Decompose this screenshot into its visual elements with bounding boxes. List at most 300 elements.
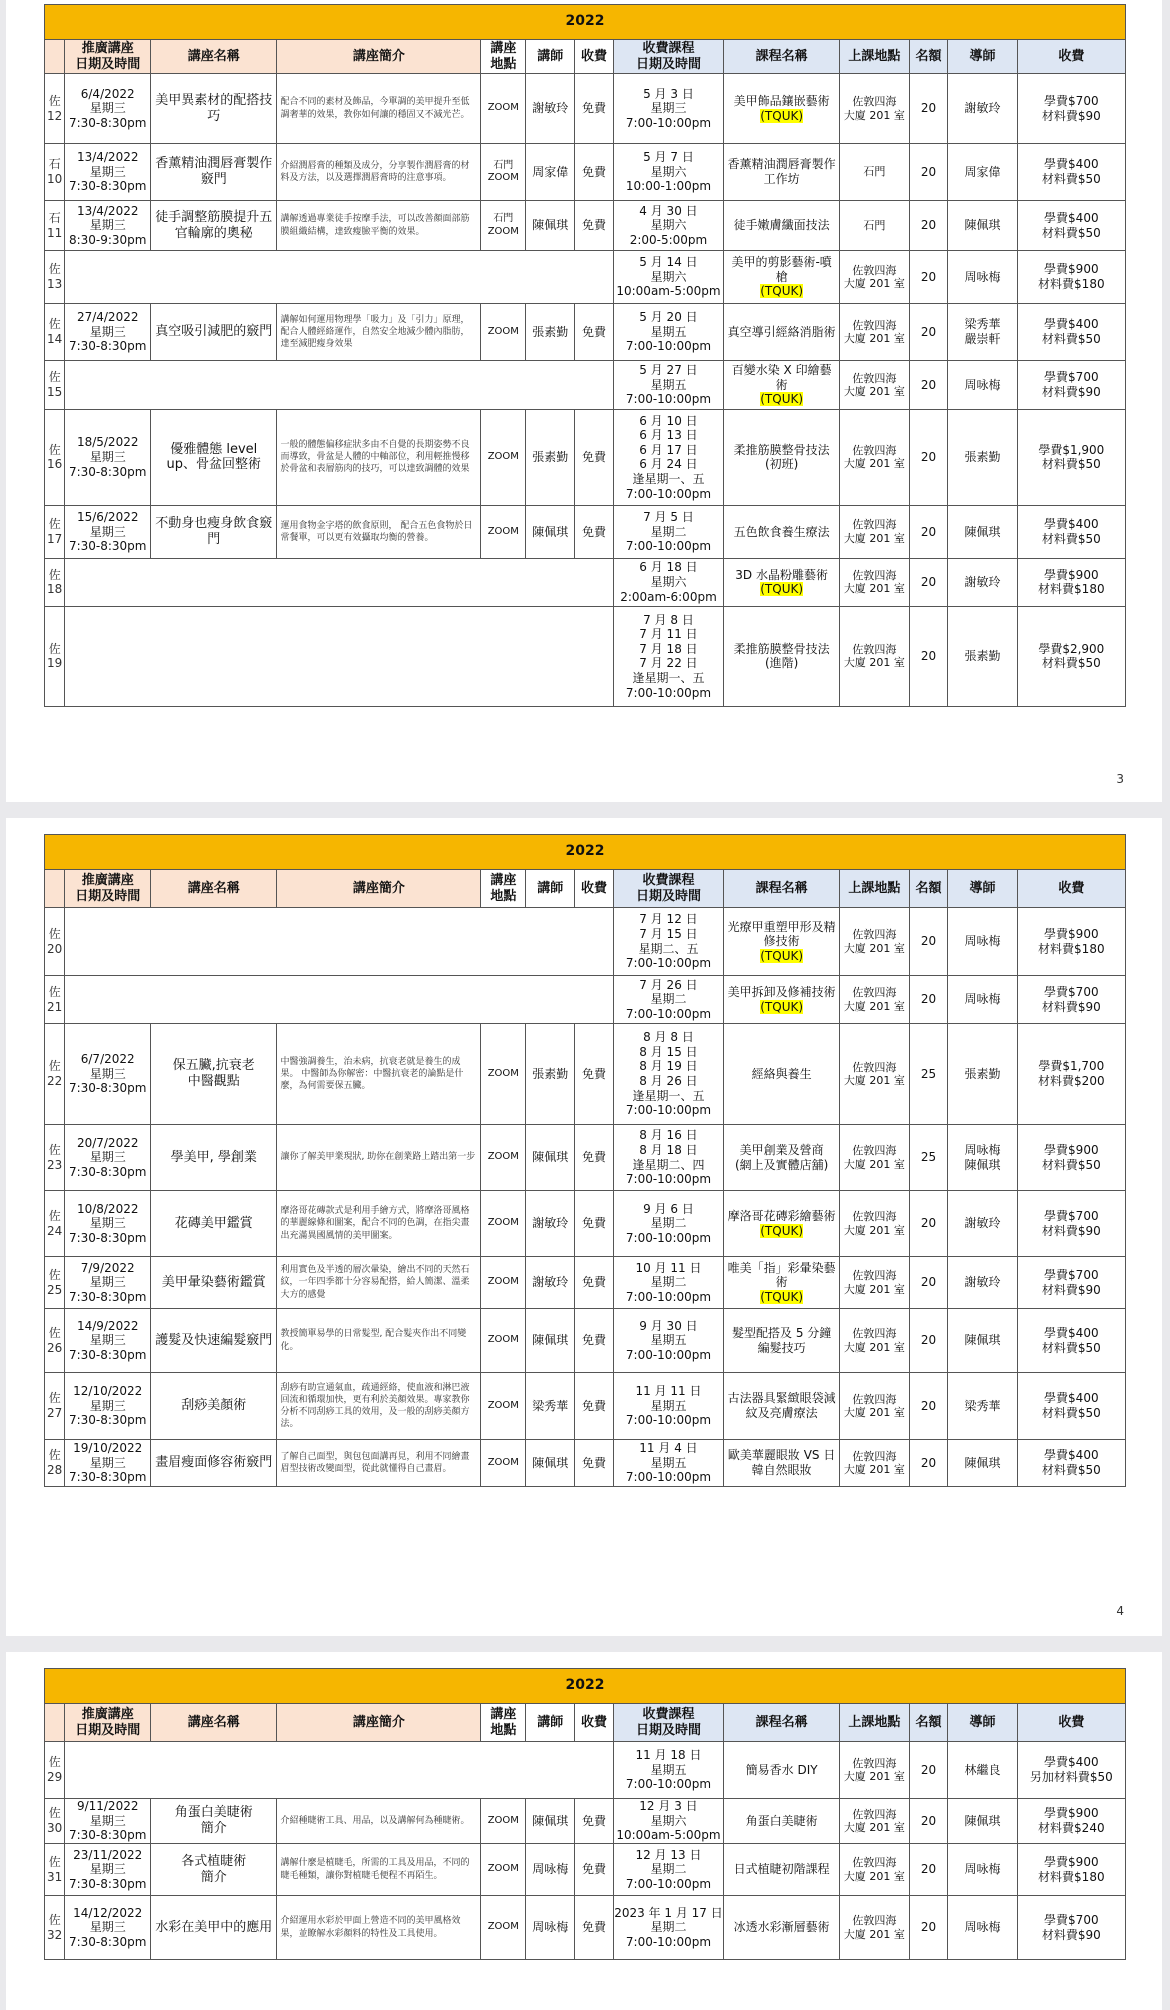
talk-intro: 介紹運用水彩於甲面上營造不同的美甲風格效果，並瞭解水彩顏料的特性及工具使用。 <box>277 1896 481 1960</box>
course-tutor: 周咏梅 <box>948 908 1017 976</box>
table-row <box>45 558 1126 606</box>
empty-talk-cell <box>65 558 614 606</box>
talk-intro: 了解自己面型，與包包面講再見，利用不同繪畫眉型技術改變面型，從此就懂得自己畫眉。 <box>277 1440 481 1487</box>
course-date: 5 月 27 日 星期五 7:00-10:00pm <box>613 361 723 410</box>
table-title-row <box>45 835 1126 870</box>
class-code: 佐 22 <box>45 1024 65 1125</box>
column-header: 講座名稱 <box>151 870 277 908</box>
course-quota: 20 <box>909 505 948 558</box>
column-header: 推廣講座 日期及時間 <box>65 870 151 908</box>
talk-name: 美甲暈染藝術鑑賞 <box>151 1257 277 1309</box>
course-name-text: 美甲的剪影藝術-噴槍 <box>731 255 832 284</box>
talk-date: 13/4/2022 星期三 8:30-9:30pm <box>65 201 151 251</box>
course-name <box>724 1125 840 1191</box>
talk-name: 保五臟,抗衰老 中醫觀點 <box>151 1024 277 1125</box>
talk-date: 14/9/2022 星期三 7:30-8:30pm <box>65 1309 151 1373</box>
course-quota: 25 <box>909 1125 948 1191</box>
course-date: 8 月 8 日 8 月 15 日 8 月 19 日 8 月 26 日 逢星期一、五 7:00-10:00pm <box>613 1024 723 1125</box>
talk-speaker: 陳佩琪 <box>526 1799 575 1844</box>
class-code: 佐 18 <box>45 558 65 606</box>
course-place: 佐敦四海 大廈 201 室 <box>840 361 909 410</box>
course-name <box>724 409 840 505</box>
course-quota: 20 <box>909 908 948 976</box>
table-header-row <box>45 870 1126 908</box>
table-row <box>45 74 1126 144</box>
table-row <box>45 1373 1126 1440</box>
talk-intro: 一般的體態偏移症狀多由不自覺的長期姿勢不良而導致，骨盆是人體的中軸部位，利用輕推慢移於骨盆和表層筋肉的技巧，可以達致調體的效果 <box>277 409 481 505</box>
course-quota: 20 <box>909 1309 948 1373</box>
document-page-5 <box>6 1652 1162 2010</box>
talk-date: 6/4/2022 星期三 7:30-8:30pm <box>65 74 151 144</box>
course-name-text: 歐美華麗眼妝 VS 日韓自然眼妝 <box>727 1448 836 1477</box>
course-name-text: 光療甲重塑甲形及精修技術 <box>727 919 836 949</box>
course-price: 學費$900 材料費$180 <box>1017 558 1125 606</box>
course-quota: 20 <box>909 144 948 201</box>
document-page-3 <box>6 0 1162 802</box>
talk-speaker: 陳佩琪 <box>526 1125 575 1191</box>
course-name <box>724 1896 840 1960</box>
course-name-text: 冰透水彩漸層藝術 <box>733 1920 830 1935</box>
table-row <box>45 1257 1126 1309</box>
course-place: 佐敦四海 大廈 201 室 <box>840 1844 909 1896</box>
talk-speaker: 陳佩琪 <box>526 201 575 251</box>
course-price: 學費$400 材料費$50 <box>1017 1309 1125 1373</box>
talk-venue: ZOOM <box>481 74 526 144</box>
talk-venue: ZOOM <box>481 1125 526 1191</box>
talk-intro: 摩洛哥花磚款式是利用手繪方式，將摩洛哥風格的華麗線條和圖案，配合不同的色調，在指尖畫出充滿異國風情的美甲圖案。 <box>277 1191 481 1257</box>
column-header: 收費 <box>575 870 614 908</box>
course-tutor: 周咏梅 <box>948 251 1017 304</box>
talk-speaker: 張素勤 <box>526 304 575 361</box>
course-date: 11 月 18 日 星期五 7:00-10:00pm <box>613 1742 723 1799</box>
class-code: 佐 30 <box>45 1799 65 1844</box>
course-place: 佐敦四海 大廈 201 室 <box>840 1024 909 1125</box>
talk-date: 6/7/2022 星期三 7:30-8:30pm <box>65 1024 151 1125</box>
course-tutor: 周家偉 <box>948 144 1017 201</box>
empty-talk-cell <box>65 1742 614 1799</box>
course-name-text: 經絡與養生 <box>751 1066 812 1081</box>
talk-name: 水彩在美甲中的應用 <box>151 1896 277 1960</box>
course-tutor: 周咏梅 陳佩琪 <box>948 1125 1017 1191</box>
course-name-text: 美甲創業及營商 (網上及實體店舖) <box>734 1142 829 1172</box>
course-tutor: 謝敏玲 <box>948 1191 1017 1257</box>
course-price: 學費$700 材料費$90 <box>1017 976 1125 1024</box>
course-price: 學費$900 材料費$180 <box>1017 908 1125 976</box>
column-header: 收費課程 日期及時間 <box>613 1704 723 1742</box>
course-price: 學費$700 材料費$90 <box>1017 74 1125 144</box>
table-row <box>45 304 1126 361</box>
talk-intro: 教授簡單易學的日常髮型, 配合髮夾作出不同變化。 <box>277 1309 481 1373</box>
talk-venue: ZOOM <box>481 1440 526 1487</box>
course-date: 7 月 12 日 7 月 15 日 星期二、五 7:00-10:00pm <box>613 908 723 976</box>
course-date: 7 月 26 日 星期二 7:00-10:00pm <box>613 976 723 1024</box>
talk-date: 13/4/2022 星期三 7:30-8:30pm <box>65 144 151 201</box>
talk-venue: ZOOM <box>481 1191 526 1257</box>
course-name-text: 3D 水晶粉雕藝術 <box>735 567 828 582</box>
course-price: 學費$400 材料費$50 <box>1017 201 1125 251</box>
course-name <box>724 1257 840 1309</box>
table-year-title: 2022 <box>45 835 1126 870</box>
course-name <box>724 505 840 558</box>
talk-venue: ZOOM <box>481 1896 526 1960</box>
course-date: 12 月 13 日 星期二 7:00-10:00pm <box>613 1844 723 1896</box>
table-row <box>45 1896 1126 1960</box>
column-header: 講師 <box>526 870 575 908</box>
talk-fee: 免費 <box>575 74 614 144</box>
column-header: 講座 地點 <box>481 870 526 908</box>
talk-venue: ZOOM <box>481 1373 526 1440</box>
talk-name: 護髮及快速編髮竅門 <box>151 1309 277 1373</box>
class-code: 佐 14 <box>45 304 65 361</box>
talk-speaker: 陳佩琪 <box>526 1440 575 1487</box>
course-name-text: 古法器具緊緻眼袋減紋及亮膚療法 <box>727 1391 836 1420</box>
course-name <box>724 1844 840 1896</box>
course-quota: 20 <box>909 304 948 361</box>
talk-fee: 免費 <box>575 201 614 251</box>
column-header: 導師 <box>948 870 1017 908</box>
course-tutor: 謝敏玲 <box>948 558 1017 606</box>
table-title-row <box>45 1669 1126 1704</box>
talk-name: 畫眉瘦面修容術竅門 <box>151 1440 277 1487</box>
column-header: 講座名稱 <box>151 1704 277 1742</box>
course-date: 12 月 3 日 星期六 10:00am-5:00pm <box>613 1799 723 1844</box>
column-header: 上課地點 <box>840 870 909 908</box>
course-date: 10 月 11 日 星期二 7:00-10:00pm <box>613 1257 723 1309</box>
column-header: 收費課程 日期及時間 <box>613 40 723 74</box>
talk-fee: 免費 <box>575 1440 614 1487</box>
talk-speaker: 周家偉 <box>526 144 575 201</box>
table-year-title: 2022 <box>45 5 1126 40</box>
talk-fee: 免費 <box>575 1024 614 1125</box>
schedule-table-page-5 <box>44 1668 1126 1960</box>
column-header: 講師 <box>526 1704 575 1742</box>
course-name-text: 摩洛哥花磚彩繪藝術 <box>727 1208 836 1223</box>
talk-fee: 免費 <box>575 1373 614 1440</box>
column-header: 講座 地點 <box>481 1704 526 1742</box>
course-name <box>724 1799 840 1844</box>
table-row <box>45 1844 1126 1896</box>
course-place: 佐敦四海 大廈 201 室 <box>840 976 909 1024</box>
class-code: 佐 29 <box>45 1742 65 1799</box>
column-header: 課程名稱 <box>724 870 840 908</box>
talk-speaker: 謝敏玲 <box>526 1257 575 1309</box>
talk-venue: 石門 ZOOM <box>481 201 526 251</box>
talk-speaker: 陳佩琪 <box>526 505 575 558</box>
course-name <box>724 976 840 1024</box>
tquk-tag: (TQUK) <box>760 582 804 597</box>
course-quota: 20 <box>909 74 948 144</box>
course-date: 7 月 8 日 7 月 11 日 7 月 18 日 7 月 22 日 逢星期一、五 7:00-10:00pm <box>613 606 723 706</box>
talk-intro: 講解什麼是植睫毛，所需的工具及用品，不同的睫毛種類，讓你對植睫毛便程不再陌生。 <box>277 1844 481 1896</box>
course-name <box>724 1440 840 1487</box>
talk-fee: 免費 <box>575 1309 614 1373</box>
course-place: 佐敦四海 大廈 201 室 <box>840 558 909 606</box>
course-tutor: 周咏梅 <box>948 976 1017 1024</box>
document-page-4 <box>6 818 1162 1636</box>
column-header: 導師 <box>948 1704 1017 1742</box>
course-place: 佐敦四海 大廈 201 室 <box>840 1125 909 1191</box>
course-name <box>724 1742 840 1799</box>
course-price: 學費$900 材料費$50 <box>1017 1125 1125 1191</box>
course-quota: 20 <box>909 1742 948 1799</box>
course-name <box>724 606 840 706</box>
course-date: 11 月 11 日 星期五 7:00-10:00pm <box>613 1373 723 1440</box>
course-date: 4 月 30 日 星期六 2:00-5:00pm <box>613 201 723 251</box>
table-row <box>45 251 1126 304</box>
talk-fee: 免費 <box>575 1257 614 1309</box>
talk-date: 27/4/2022 星期三 7:30-8:30pm <box>65 304 151 361</box>
talk-intro: 利用實色及半透的層次暈染，繪出不同的天然石紋，一年四季都十分容易配搭，給人簡潔、溫柔大方的感覺 <box>277 1257 481 1309</box>
table-header-row <box>45 1704 1126 1742</box>
tquk-tag: (TQUK) <box>760 1289 804 1304</box>
talk-date: 18/5/2022 星期三 7:30-8:30pm <box>65 409 151 505</box>
course-tutor: 陳佩琪 <box>948 1440 1017 1487</box>
column-header: 講師 <box>526 40 575 74</box>
talk-fee: 免費 <box>575 1896 614 1960</box>
course-name <box>724 201 840 251</box>
talk-venue: ZOOM <box>481 409 526 505</box>
talk-date: 15/6/2022 星期三 7:30-8:30pm <box>65 505 151 558</box>
course-price: 學費$900 材料費$180 <box>1017 251 1125 304</box>
header-blank-cell <box>45 870 65 908</box>
talk-name: 花磚美甲鑑賞 <box>151 1191 277 1257</box>
course-date: 2023 年 1 月 17 日 星期二 7:00-10:00pm <box>613 1896 723 1960</box>
talk-date: 19/10/2022 星期三 7:30-8:30pm <box>65 1440 151 1487</box>
course-place: 佐敦四海 大廈 201 室 <box>840 1742 909 1799</box>
course-place: 佐敦四海 大廈 201 室 <box>840 908 909 976</box>
course-name <box>724 908 840 976</box>
column-header: 課程名稱 <box>724 1704 840 1742</box>
table-year-title: 2022 <box>45 1669 1126 1704</box>
course-tutor: 謝敏玲 <box>948 1257 1017 1309</box>
column-header: 推廣講座 日期及時間 <box>65 40 151 74</box>
table-row <box>45 505 1126 558</box>
course-date: 5 月 20 日 星期五 7:00-10:00pm <box>613 304 723 361</box>
course-name-text: 角蛋白美睫術 <box>745 1813 818 1828</box>
tquk-tag: (TQUK) <box>760 284 804 299</box>
course-price: 學費$400 材料費$50 <box>1017 1440 1125 1487</box>
tquk-tag: (TQUK) <box>760 392 804 407</box>
table-row <box>45 606 1126 706</box>
tquk-tag: (TQUK) <box>760 999 804 1014</box>
talk-intro: 刮痧有助宣通氣血，疏通經絡，使血液和淋巴液回流和循環加快，更有利於美顏效果。專家教你分析不同刮痧工具的效用，及一般的刮痧美顏方法。 <box>277 1373 481 1440</box>
talk-name: 刮痧美顏術 <box>151 1373 277 1440</box>
course-tutor: 梁秀華 嚴崇軒 <box>948 304 1017 361</box>
talk-fee: 免費 <box>575 505 614 558</box>
column-header: 講座簡介 <box>277 40 481 74</box>
course-tutor: 陳佩琪 <box>948 1799 1017 1844</box>
talk-date: 9/11/2022 星期三 7:30-8:30pm <box>65 1799 151 1844</box>
column-header: 收費 <box>1017 40 1125 74</box>
course-tutor: 梁秀華 <box>948 1373 1017 1440</box>
class-code: 佐 15 <box>45 361 65 410</box>
talk-intro: 介紹種睫術工具、用品，以及講解何為種睫術。 <box>277 1799 481 1844</box>
schedule-table-page-4 <box>44 834 1126 1487</box>
course-name-text: 唯美「指」彩暈染藝術 <box>727 1260 836 1290</box>
course-date: 11 月 4 日 星期五 7:00-10:00pm <box>613 1440 723 1487</box>
course-place: 佐敦四海 大廈 201 室 <box>840 1191 909 1257</box>
talk-speaker: 陳佩琪 <box>526 1309 575 1373</box>
table-row <box>45 201 1126 251</box>
course-tutor: 周咏梅 <box>948 1844 1017 1896</box>
column-header: 推廣講座 日期及時間 <box>65 1704 151 1742</box>
talk-speaker: 周咏梅 <box>526 1896 575 1960</box>
course-quota: 20 <box>909 251 948 304</box>
course-price: 學費$900 材料費$180 <box>1017 1844 1125 1896</box>
talk-venue: ZOOM <box>481 1799 526 1844</box>
course-quota: 20 <box>909 1257 948 1309</box>
talk-intro: 運用食物金字塔的飲食原則， 配合五色食物於日常餐單，可以更有效攝取均衡的營養。 <box>277 505 481 558</box>
tquk-tag: (TQUK) <box>760 108 804 123</box>
course-quota: 20 <box>909 201 948 251</box>
table-row <box>45 1799 1126 1844</box>
course-place: 佐敦四海 大廈 201 室 <box>840 409 909 505</box>
course-quota: 20 <box>909 1440 948 1487</box>
course-price: 學費$700 材料費$90 <box>1017 1191 1125 1257</box>
class-code: 佐 26 <box>45 1309 65 1373</box>
talk-intro: 配合不同的素材及飾品，今單調的美甲提升至低調奢華的效果，教你如何讓的穩固又不減光芒。 <box>277 74 481 144</box>
table-row <box>45 1125 1126 1191</box>
schedule-table-page-3 <box>44 4 1126 707</box>
talk-date: 7/9/2022 星期三 7:30-8:30pm <box>65 1257 151 1309</box>
course-tutor: 陳佩琪 <box>948 505 1017 558</box>
course-name-text: 日式植睫初階課程 <box>733 1862 830 1877</box>
class-code: 佐 32 <box>45 1896 65 1960</box>
talk-intro: 讓你了解美甲業現狀, 助你在創業路上踏出第一步 <box>277 1125 481 1191</box>
table-row <box>45 409 1126 505</box>
course-name <box>724 361 840 410</box>
page-number: 4 <box>1116 1604 1124 1618</box>
course-tutor: 張素勤 <box>948 606 1017 706</box>
course-name-text: 真空導引經絡消脂術 <box>727 324 836 339</box>
course-date: 6 月 10 日 6 月 13 日 6 月 17 日 6 月 24 日 逢星期一、五 7:00-10:00pm <box>613 409 723 505</box>
talk-fee: 免費 <box>575 1844 614 1896</box>
tquk-tag: (TQUK) <box>760 948 804 963</box>
course-name <box>724 1191 840 1257</box>
course-quota: 25 <box>909 1024 948 1125</box>
talk-speaker: 謝敏玲 <box>526 74 575 144</box>
course-price: 學費$700 材料費$90 <box>1017 1896 1125 1960</box>
course-quota: 20 <box>909 1799 948 1844</box>
course-place: 佐敦四海 大廈 201 室 <box>840 304 909 361</box>
talk-name: 各式植睫術 簡介 <box>151 1844 277 1896</box>
course-name-text: 柔推筋膜整骨技法 (進階) <box>733 641 830 671</box>
table-row <box>45 1024 1126 1125</box>
course-tutor: 張素勤 <box>948 1024 1017 1125</box>
talk-venue: 石門 ZOOM <box>481 144 526 201</box>
talk-intro: 講解如何運用物理學「吸力」及「引力」原理，配合人體經絡運作，自然安全地減少體內脂肪，達至減肥瘦身效果 <box>277 304 481 361</box>
course-date: 5 月 14 日 星期六 10:00am-5:00pm <box>613 251 723 304</box>
talk-speaker: 周咏梅 <box>526 1844 575 1896</box>
course-date: 9 月 30 日 星期五 7:00-10:00pm <box>613 1309 723 1373</box>
course-place: 石門 <box>840 144 909 201</box>
talk-name: 優雅體態 level up、骨盆回整術 <box>151 409 277 505</box>
column-header: 收費課程 日期及時間 <box>613 870 723 908</box>
course-name-text: 徒手嫩膚纖面技法 <box>733 218 830 233</box>
class-code: 石 11 <box>45 201 65 251</box>
course-place: 佐敦四海 大廈 201 室 <box>840 74 909 144</box>
talk-name: 美甲異素材的配搭技巧 <box>151 74 277 144</box>
tquk-tag: (TQUK) <box>760 1223 804 1238</box>
course-price: 學費$1,700 材料費$200 <box>1017 1024 1125 1125</box>
header-blank-cell <box>45 1704 65 1742</box>
empty-talk-cell <box>65 361 614 410</box>
column-header: 講座 地點 <box>481 40 526 74</box>
class-code: 石 10 <box>45 144 65 201</box>
empty-talk-cell <box>65 908 614 976</box>
course-quota: 20 <box>909 1896 948 1960</box>
course-name-text: 簡易香水 DIY <box>745 1762 818 1777</box>
course-price: 學費$400 材料費$50 <box>1017 304 1125 361</box>
talk-fee: 免費 <box>575 1799 614 1844</box>
talk-speaker: 梁秀華 <box>526 1373 575 1440</box>
course-name-text: 五色飲食養生療法 <box>733 524 830 539</box>
course-date: 8 月 16 日 8 月 18 日 逢星期二、四 7:00-10:00pm <box>613 1125 723 1191</box>
course-place: 佐敦四海 大廈 201 室 <box>840 1373 909 1440</box>
course-quota: 20 <box>909 361 948 410</box>
course-name <box>724 144 840 201</box>
table-header-row <box>45 40 1126 74</box>
class-code: 佐 16 <box>45 409 65 505</box>
course-price: 學費$400 材料費$50 <box>1017 1373 1125 1440</box>
page-number: 3 <box>1116 772 1124 786</box>
course-price: 學費$700 材料費$90 <box>1017 1257 1125 1309</box>
talk-date: 20/7/2022 星期三 7:30-8:30pm <box>65 1125 151 1191</box>
course-name <box>724 251 840 304</box>
class-code: 佐 28 <box>45 1440 65 1487</box>
talk-name: 角蛋白美睫術 簡介 <box>151 1799 277 1844</box>
empty-talk-cell <box>65 976 614 1024</box>
talk-speaker: 張素勤 <box>526 409 575 505</box>
talk-venue: ZOOM <box>481 1309 526 1373</box>
course-place: 石門 <box>840 201 909 251</box>
talk-date: 12/10/2022 星期三 7:30-8:30pm <box>65 1373 151 1440</box>
course-name-text: 柔推筋膜整骨技法 (初班) <box>733 442 830 472</box>
course-place: 佐敦四海 大廈 201 室 <box>840 505 909 558</box>
course-tutor: 張素勤 <box>948 409 1017 505</box>
class-code: 佐 12 <box>45 74 65 144</box>
course-tutor: 陳佩琪 <box>948 1309 1017 1373</box>
table-row <box>45 361 1126 410</box>
course-quota: 20 <box>909 558 948 606</box>
course-name-text: 美甲飾品鑲嵌藝術 <box>733 93 830 108</box>
talk-venue: ZOOM <box>481 505 526 558</box>
course-price: 學費$2,900 材料費$50 <box>1017 606 1125 706</box>
talk-venue: ZOOM <box>481 1257 526 1309</box>
course-price: 學費$400 另加材料費$50 <box>1017 1742 1125 1799</box>
column-header: 名額 <box>909 870 948 908</box>
course-quota: 20 <box>909 1373 948 1440</box>
column-header: 上課地點 <box>840 40 909 74</box>
class-code: 佐 19 <box>45 606 65 706</box>
course-place: 佐敦四海 大廈 201 室 <box>840 1896 909 1960</box>
course-tutor: 謝敏玲 <box>948 74 1017 144</box>
talk-speaker: 張素勤 <box>526 1024 575 1125</box>
column-header: 導師 <box>948 40 1017 74</box>
column-header: 上課地點 <box>840 1704 909 1742</box>
course-price: 學費$900 材料費$240 <box>1017 1799 1125 1844</box>
column-header: 講座簡介 <box>277 870 481 908</box>
header-blank-cell <box>45 40 65 74</box>
column-header: 收費 <box>575 1704 614 1742</box>
course-tutor: 陳佩琪 <box>948 201 1017 251</box>
course-quota: 20 <box>909 409 948 505</box>
talk-fee: 免費 <box>575 1125 614 1191</box>
class-code: 佐 20 <box>45 908 65 976</box>
table-row <box>45 144 1126 201</box>
course-name <box>724 1024 840 1125</box>
talk-intro: 中醫強調養生，治未病，抗衰老就是養生的成果。 中醫師為你解密：中醫抗衰老的論點是什麼，為何需要保五臟。 <box>277 1024 481 1125</box>
